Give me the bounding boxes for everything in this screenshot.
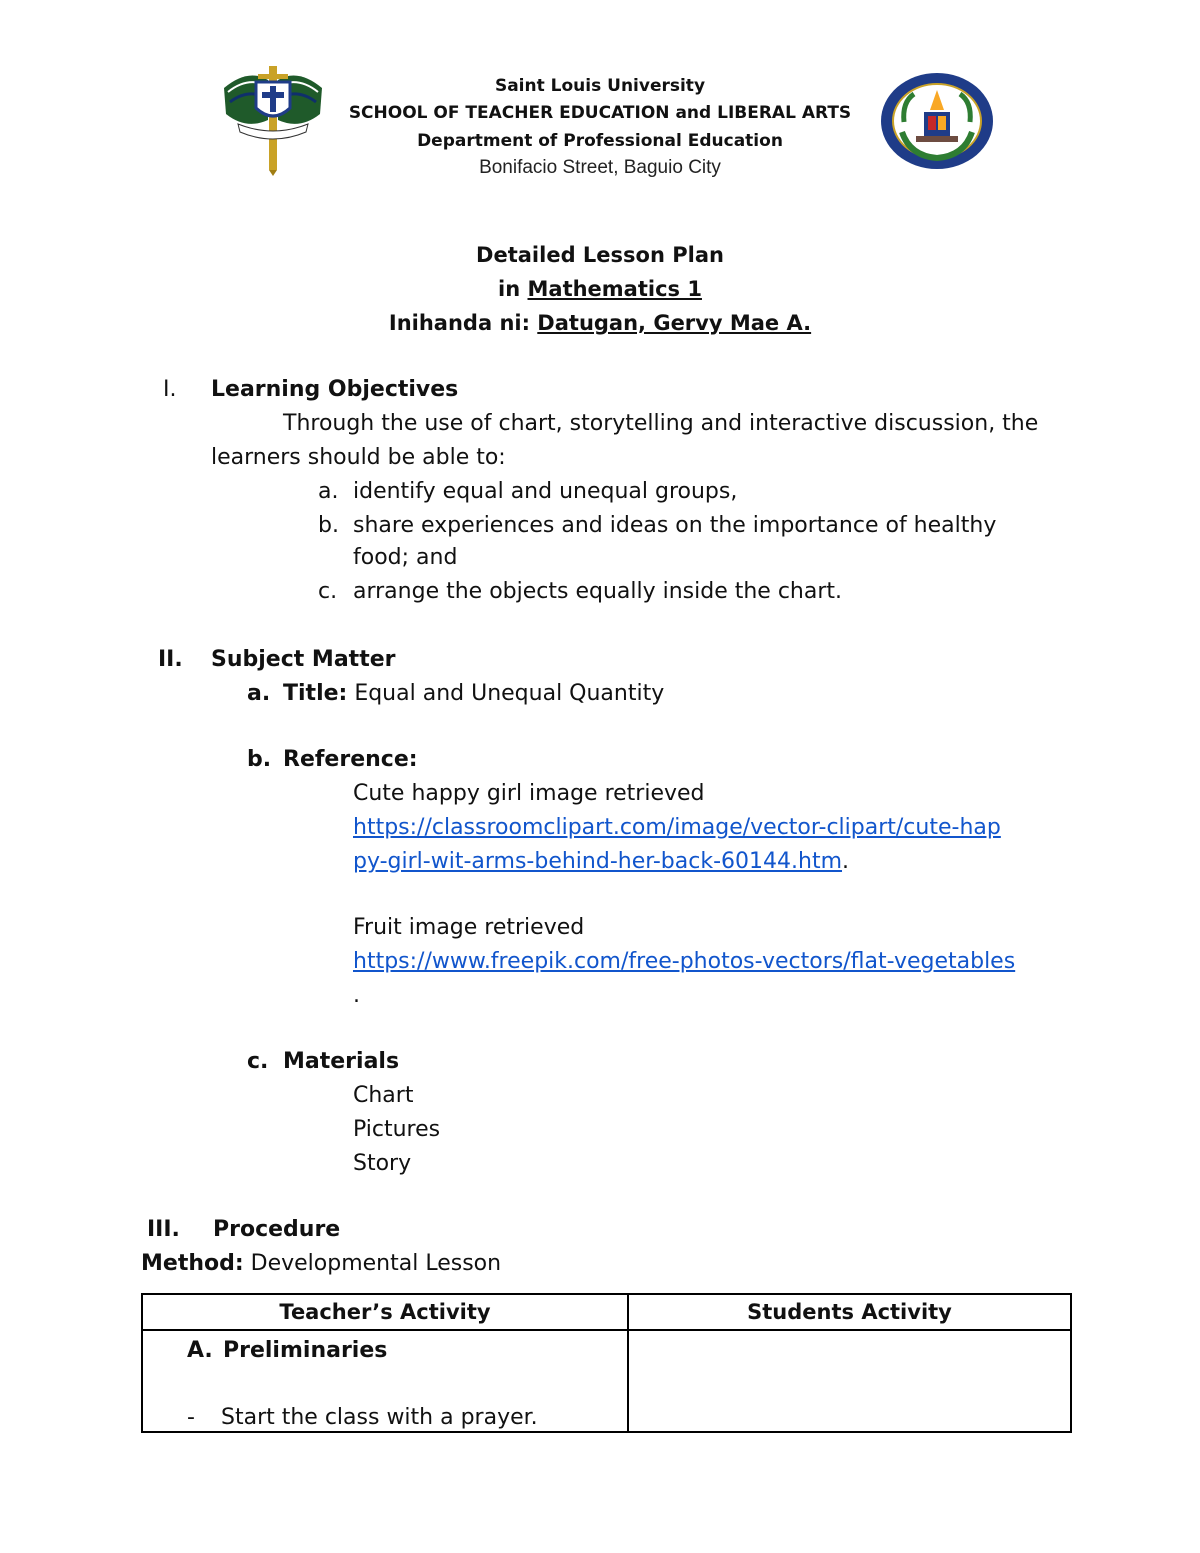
document-title: Detailed Lesson Plan	[476, 243, 724, 267]
material-item: Pictures	[353, 1117, 441, 1142]
section-3-numeral: III.	[147, 1217, 180, 1242]
objective-item: share experiences and ideas on the importance of healthy	[353, 513, 997, 538]
table-row	[142, 1330, 1071, 1432]
prayer-item: Start the class with a prayer.	[221, 1405, 538, 1430]
objective-item: identify equal and unequal groups,	[353, 479, 738, 504]
subject-name: Mathematics 1	[527, 277, 702, 301]
students-activity-cell	[628, 1330, 1071, 1432]
author-name: Datugan, Gervy Mae A.	[537, 311, 812, 335]
material-item: Chart	[353, 1083, 414, 1108]
reference-2-link[interactable]: https://www.freepik.com/free-photos-vectors/flat-vegetables	[353, 949, 1016, 974]
materials-letter: c.	[247, 1049, 269, 1074]
reference-letter: b.	[247, 747, 272, 772]
objective-letter: b.	[318, 513, 339, 538]
lesson-title-value: Equal and Unequal Quantity	[347, 681, 665, 706]
material-item: Story	[353, 1151, 412, 1176]
section-2-numeral: II.	[158, 647, 183, 672]
objectives-intro: Through the use of chart, storytelling and interactive discussion, the	[283, 411, 1039, 436]
materials-heading: Materials	[283, 1049, 400, 1074]
school-name: SCHOOL OF TEACHER EDUCATION and LIBERAL ARTS	[348, 103, 852, 123]
department-name: Department of Professional Education	[417, 131, 783, 151]
section-2-heading: Subject Matter	[211, 647, 396, 672]
teacher-activity-header: Teacher’s Activity	[142, 1294, 628, 1330]
reference-heading: Reference:	[283, 747, 418, 772]
preliminaries-heading: Preliminaries	[223, 1338, 388, 1363]
objective-letter: a.	[318, 479, 339, 504]
author-line: Inihanda ni: Datugan, Gervy Mae A.	[388, 311, 812, 335]
method-line: Method: Developmental Lesson	[141, 1251, 502, 1276]
list-dash: -	[187, 1405, 195, 1430]
objectives-intro-continued: learners should be able to:	[211, 445, 506, 470]
reference-2-text: Fruit image retrieved	[353, 915, 585, 940]
table-header-row	[142, 1294, 1071, 1330]
method-value: Developmental Lesson	[243, 1251, 502, 1276]
objective-letter: c.	[318, 579, 338, 604]
reference-1-text: Cute happy girl image retrieved	[353, 781, 705, 806]
objective-item: arrange the objects equally inside the chart.	[353, 579, 843, 604]
reference-1-link-continued: py-girl-wit-arms-behind-her-back-60144.htm.	[353, 849, 850, 874]
procedure-table	[141, 1293, 1072, 1433]
reference-2-period: .	[353, 983, 360, 1008]
section-1-heading: Learning Objectives	[211, 377, 459, 402]
section-3-heading: Procedure	[213, 1217, 341, 1242]
title-letter: a.	[247, 681, 271, 706]
section-1-numeral: I.	[163, 377, 177, 402]
university-name: Saint Louis University	[494, 76, 706, 96]
objective-item-continued: food; and	[353, 545, 458, 570]
reference-1-link-line-2[interactable]: py-girl-wit-arms-behind-her-back-60144.htm	[353, 849, 843, 874]
teacher-activity-cell	[142, 1330, 628, 1432]
subject-line: in Mathematics 1	[498, 277, 702, 301]
address: Bonifacio Street, Baguio City	[479, 157, 721, 178]
students-activity-header: Students Activity	[628, 1294, 1071, 1330]
lesson-title: Title: Equal and Unequal Quantity	[283, 681, 665, 706]
reference-1-link[interactable]: https://classroomclipart.com/image/vector-clipart/cute-hap	[353, 815, 1001, 840]
preliminaries-letter: A.	[187, 1338, 213, 1363]
